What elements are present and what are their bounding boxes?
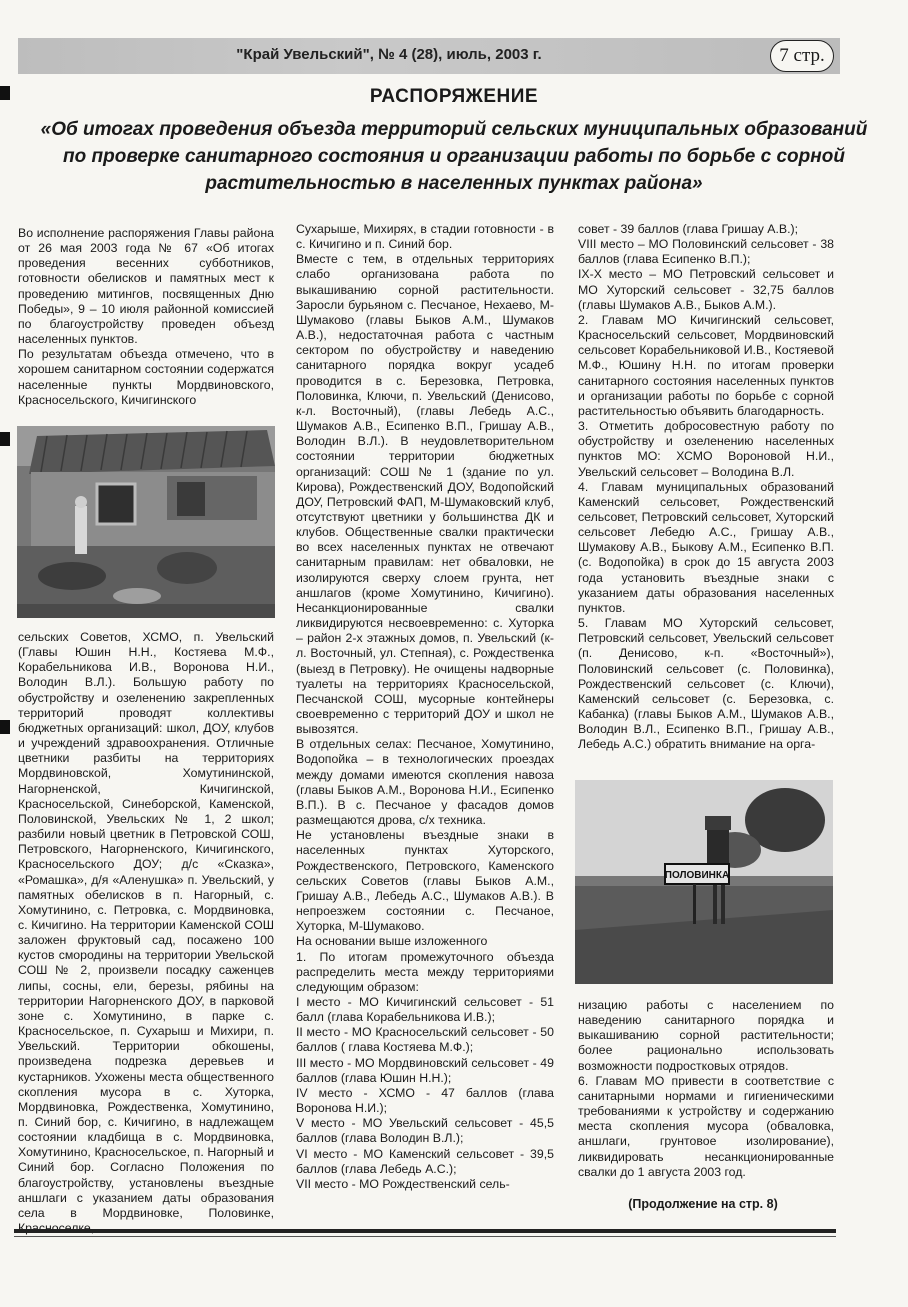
article-column-3-bottom: низацию работы с населением по наведению санитарного порядка и выкашиванию сорной растительности; более рационально использовать возможности подростковых отрядов. 6. Главам МО привести в соответствие с санитарными нормами и гигиеническими требованиями к устройству и содержанию места скопления мусора (обваловка, аншлаги, грунтовое изолирование), ликвидировать несанкционированные свалки до 1 августа 2003 год. (578, 998, 834, 1179)
article-column-2: Сухарыше, Михирях, в стадии готовности - в с. Кичигино и п. Синий бор. Вместе с тем, в отдельных территориях слабо организована работа по выкашиванию сорной растительности. Заросли бурьяном с. Песчаное, Нехаево, М-Шумаково (главы Быков А.М., Шумаков А.В.), недостаточная работа с частным сектором по обустройству и наведению санитарного порядка вокруг усадеб проводится в с. Березовка, Петровка, Половинка, Ключи, п. Увельский (Денисово, к-л. Восточный), (главы Лебедь А.С., Шумаков А.В., Есипенко В.П., Гришау А.В., Володин В.Л.). В неудовлетворительном состоянии территории бюджетных организаций: СОШ № 1 (здание по ул. Кирова), Рождественский ДОУ, Водопойский ДОУ, Петровский ФАП, М-Шумаковский клуб, отсутствуют цветники у большинства ДК и клубов. Общественные свалки практически во всех населенных пунктах не отвечают санитарным правилам: нет обваловки, не изолируются сверху слоем грунта, нет аншлагов (кроме Хомутинино, Кичигино). Несанкционированные свалки ликвидируются несвоевременно: с. Хуторка – район 2-х этажных домов, п. Увельский (к-л. Восточный, ул. Степная), с. Рождественка (выезд в Петровку). Не очищены надворные туалеты на территориях Красносельской, Песчанской СОШ, мусорные контейнеры своевременно с территорий ДОУ и школ не вывозятся. В отдельных селах: Песчаное, Хомутинино, Водопойка – в технологических проездах между домами имеются скопления навоза (главы Быков А.М., Воронова Н.И., Есипенко В.П.). В с. Песчаное у фасадов домов размещаются дрова, с/х техника. Не установлены въездные знаки в населенных пунктах Хуторского, Рождественского, Петровского, Каменского сельских Советов (главы Быков А.М., Гришау А.В., Лебедь А.С., Шумаков А.В.). В непроезжем состоянии с. Песчаное, Хуторка, М-Шумаково. На основании выше изложенного 1. По итогам промежуточного объезда распределить места между территориями следующим образом: I место - МО Кичигинский сельсовет - 51 балл (глава Корабельникова И.В.); II место - МО Красносельский сельсовет - 50 баллов ( глава Костяева М.Ф.); III место - МО Мордвиновский сельсовет - 49 баллов (глава Юшин Н.Н.); IV место - ХСМО - 47 баллов (глава Воронова Н.И.); V место - МО Увельский сельсовет - 45,5 баллов (глава Володин В.Л.); VI место - МО Каменский сельсовет - 39,5 баллов (глава Лебедь А.С.); VII место - МО Рождественский сель- (296, 222, 554, 1191)
village-house-photo (17, 426, 275, 618)
sign-photo-image (575, 780, 833, 984)
village-sign-label: ПОЛОВИНКА (664, 870, 730, 881)
footer-rule-thin (14, 1236, 836, 1237)
village-sign-photo (575, 780, 833, 984)
page-number-badge: 7 стр. (770, 40, 834, 72)
article-column-1-bottom: сельских Советов, ХСМО, п. Увельский (Главы Юшин Н.Н., Костяева М.Ф., Корабельникова И.В., Воронова Н.И., Володин В.Л.). Большую работу по обустройству и озеленению закрепленных территорий проводят коллективы бюджетных организаций: школ, ДОУ, клубов и учреждений здравоохранения. Отличные цветники разбиты на территориях Мордвиновской, Хомутининской, Нагорненской, Кичигинской, Красносельской, Синеборской, Каменской, Половинской, Увельских № 1, 2 школ; разбили новый цветник в Петровской СОШ, Петровского, Нагорненского, Кичигинского, Красносельского ДОУ; д/с «Сказка», «Ромашка», д/я «Аленушка» п. Увельский, у памятных обелисков в п. Нагорный, с. Хомутинино, с. Петровка, с. Мордвиновка, с. Кичигино. На территории Каменской СОШ заложен фруктовый сад, посажено 100 кустов смородины на территории Увельской СОШ № 2, произвели посадку саженцев липы, сосны, ели, березы, рябины на территории Нагорненского ДОУ, в парковой зоне с. Хомутинино, в парке с. Красносельское, п. Сухарыш и Михири, п. Увельский. Территории обкошены, произведена подрезка деревьев и кустарников. Ухожены места общественного скопления мусора в с. Хуторка, Мордвиновка, Рождественка, Хомутинино, п. Синий бор, с. Кичигино, в надлежащем состоянии кладбища в с. Мордвиновка, Хомутинино, Красносельское, п. Нагорный и Синий бор. Согласно Положения по благоустройству, установлены въездные аншлаги с указанием даты образования села в Мордвиновке, Половинке, (18, 630, 274, 1220)
footer-rule (14, 1229, 836, 1233)
document-type: РАСПОРЯЖЕНИЕ (369, 86, 539, 107)
article-column-3-top: совет - 39 баллов (глава Гришау А.В.); VIII место – МО Половинский сельсовет - 38 баллов (глава Есипенко В.П.); IX-X место – МО Петровский сельсовет и МО Хуторский сельсовет - 32,75 баллов (главы Шумаков А.В., Быков А.М.). 2. Главам МО Кичигинский сельсовет, Красносельский сельсовет, Мордвиновский сельсовет Корабельниковой И.В., Костяевой М.Ф., Юшину Н.Н. по итогам проверки санитарного состояния населенных пунктов и организации работы по борьбе с сорной растительностью объявить благодарность. 3. Отметить добросовестную работу по обустройству и озеленению населенных пунктов МО: ХСМО Вороновой Н.И., Увельский сельсовет – Володина В.Л. 4. Главам муниципальных образований Каменский сельсовет, Рождественский сельсовет, Петровский сельсовет, Хуторский сельсовет Лебедю А.С., Гришау А.В., Шумакову А.В., Быкову А.М., Есипенко В.П. (с. Водопойка) в срок до 15 августа 2003 года установить въездные знаки с указанием даты образования населенных пунктов. 5. Главам МО Хуторский сельсовет, Петровский сельсовет, Увельский сельсовет (п. Денисово, к-п. «Восточный»), Половинский сельсовет (с. Половинка), Рождественский сельсовет (с. Ключи), Каменский сельсовет (с. Березовка, с. Кабанка) (главы Быков А.М., Шумаков А.В., Володин В.Л., Есипенко В.П., Гришау А.В., Лебедь А.С.) обратить внимание на орга- (578, 222, 834, 752)
continuation-note: (Продолжение на стр. 8) (628, 1197, 778, 1211)
scan-edge-mark (0, 720, 10, 734)
article-column-1-top: Во исполнение распоряжения Главы района от 26 мая 2003 года № 67 «Об итогах проведения весенних субботников, готовности обелисков и памятных мест к проведению митингов, посвященных Дню Победы», 9 – 10 июля районной комиссией по благоустройству проведен объезд населенных пунктов. По результатам объезда отмечено, что в хорошем санитарном состоянии содержатся населенные пункты Мордвиновского, Красносельского, Кичигинского (18, 226, 274, 407)
house-photo-image (17, 426, 275, 618)
document-title: «Об итогах проведения объезда территорий сельских муниципальных образований по проверке санитарного состояния и организации работы по борьбе с сорной растительностью в населенных пунктах района» (40, 119, 868, 194)
newspaper-header (18, 38, 840, 74)
scan-edge-mark (0, 432, 10, 446)
issue-info: "Край Увельский", № 4 (28), июль, 2003 г. (236, 46, 542, 63)
